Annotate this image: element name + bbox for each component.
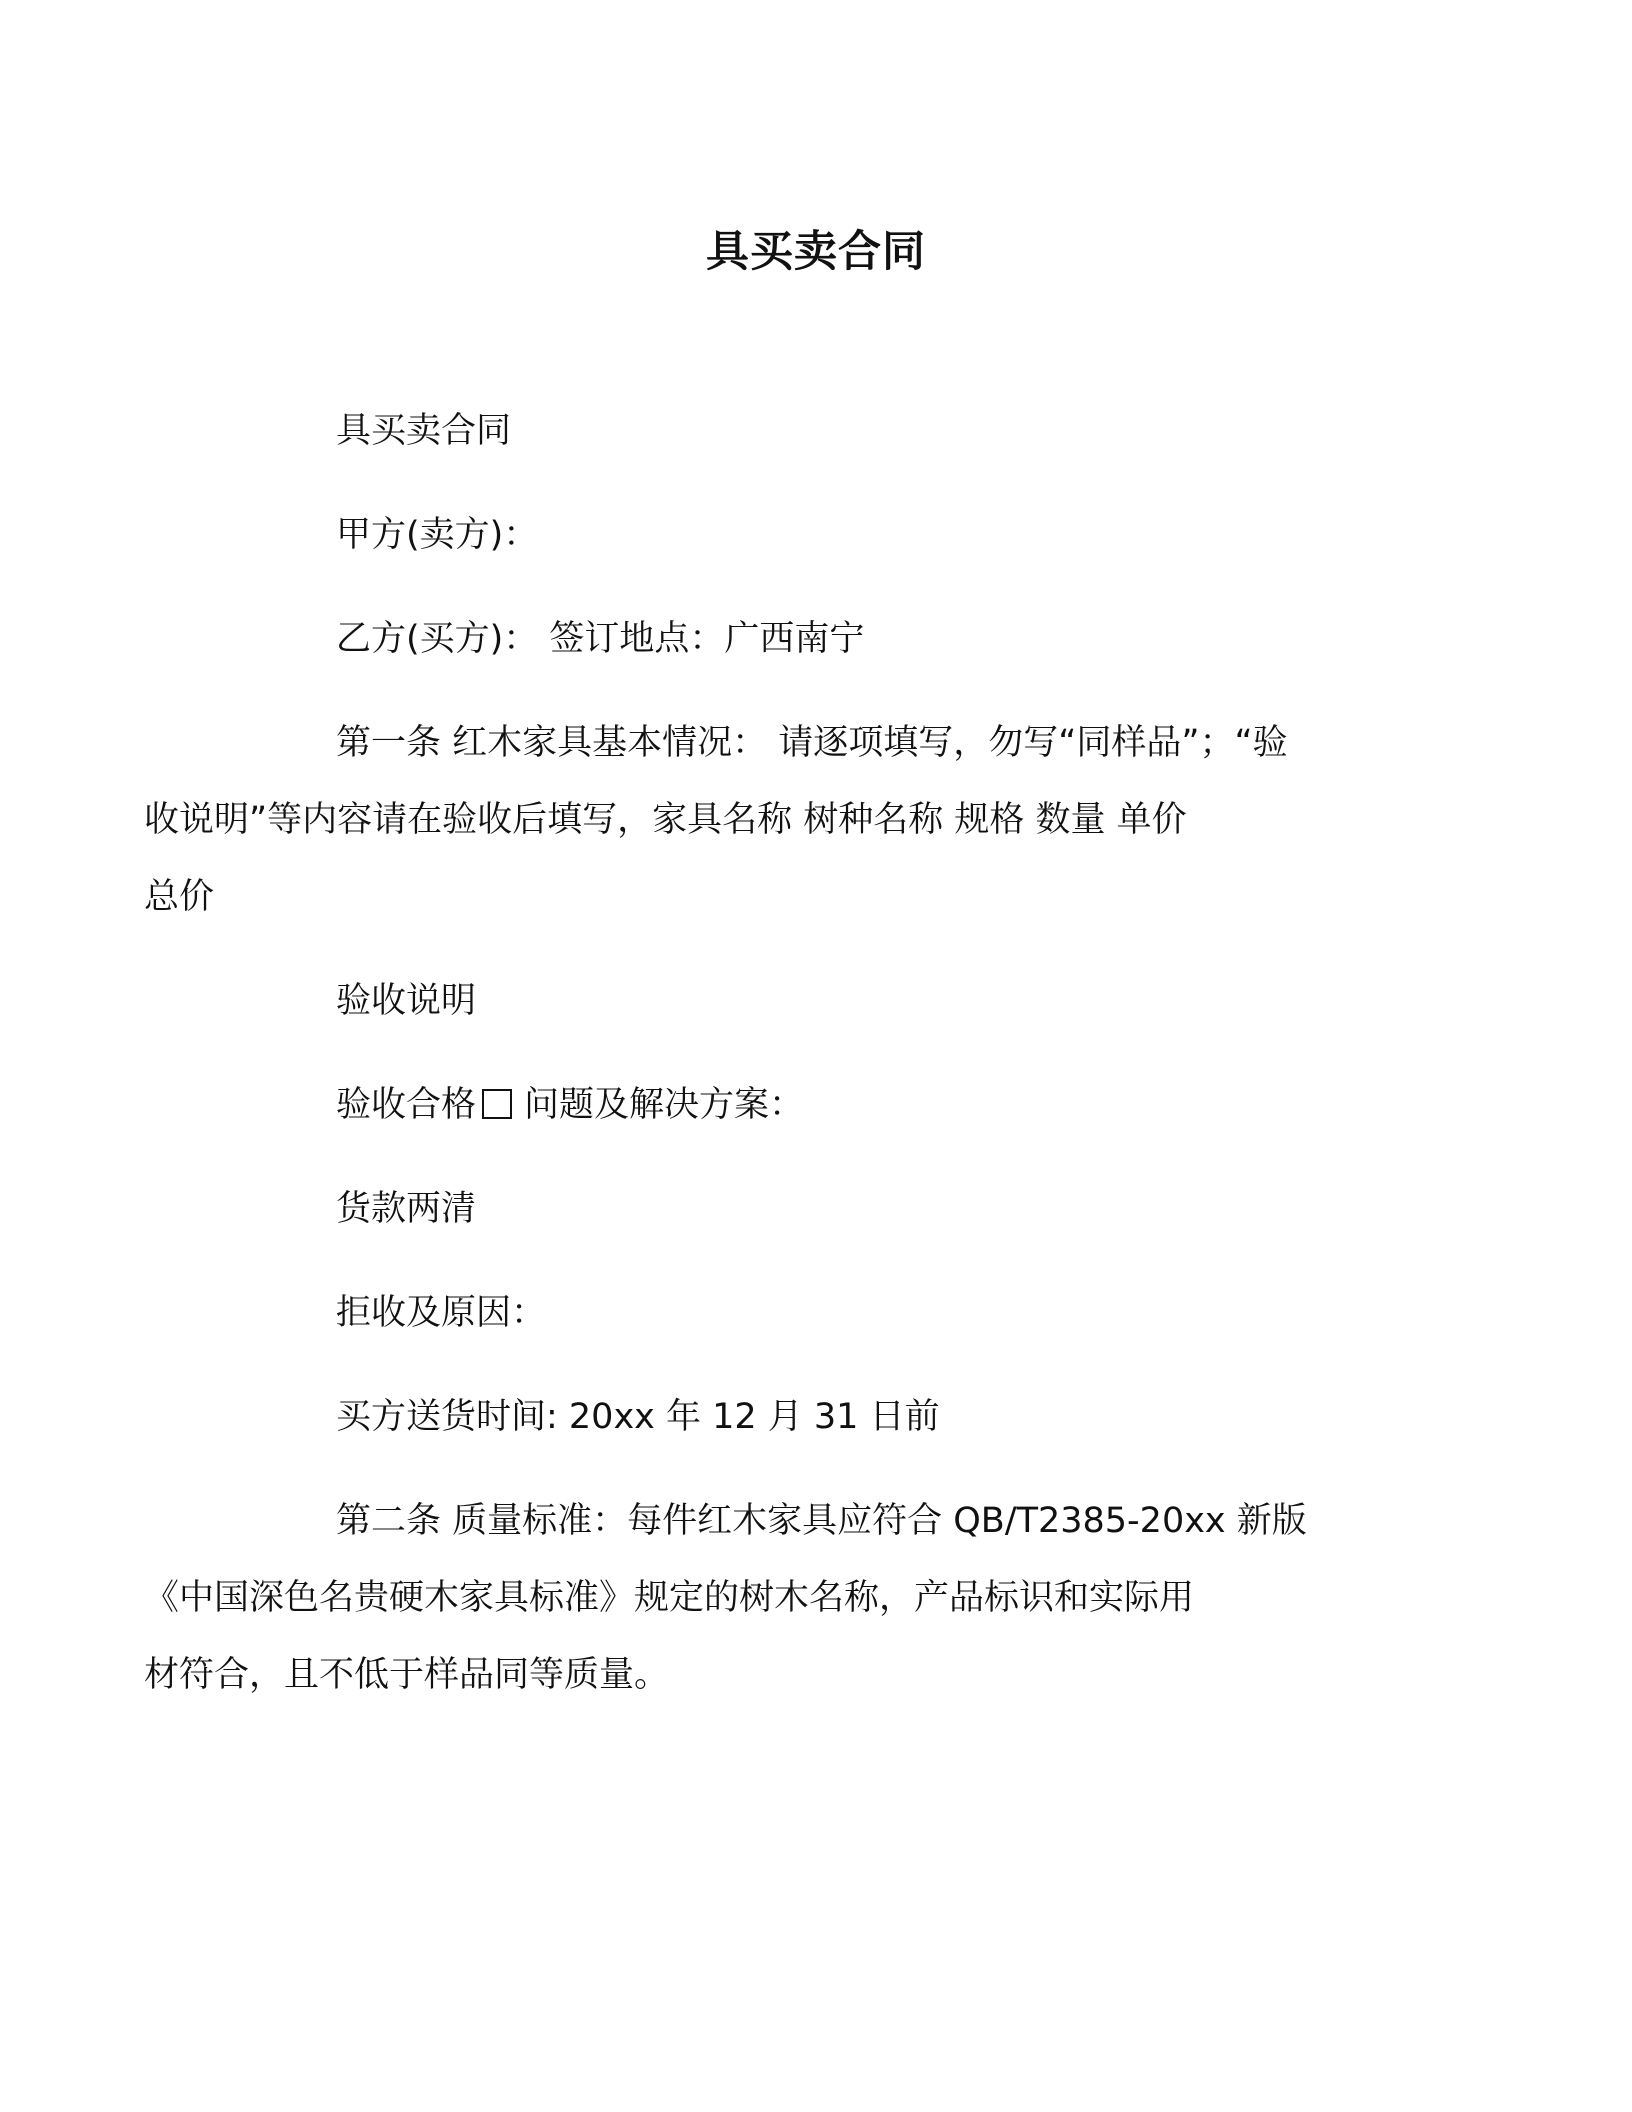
paragraph-article-two: [144, 1483, 1370, 1714]
paragraph-payment-settled: 货款两清: [336, 1189, 477, 1229]
issues-solutions-label: 问题及解决方案：: [524, 1085, 805, 1125]
paragraph-article-one: [144, 705, 1370, 936]
article-one-line-1: 第一条 红木家具基本情况： 请逐项填写，勿写“同样品”；“验: [336, 723, 1288, 763]
paragraph-party-a: 甲方(卖方)：: [336, 515, 539, 555]
article-two-line-1: 第二条 质量标准：每件红木家具应符合 QB/T2385-20xx 新版: [336, 1501, 1307, 1541]
article-two-line-3: 材符合，且不低于样品同等质量。: [144, 1655, 670, 1695]
article-one-line-2: 收说明”等内容请在验收后填写，家具名称 树种名称 规格 数量 单价: [144, 800, 1187, 840]
paragraph-acceptance-notes: 验收说明: [336, 981, 477, 1021]
acceptance-checkbox[interactable]: [482, 1089, 512, 1119]
paragraph-heading: 具买卖合同: [336, 411, 512, 451]
document-title: 具买卖合同: [706, 227, 926, 277]
article-two-line-2: 《中国深色名贵硬木家具标准》规定的树木名称，产品标识和实际用: [144, 1578, 1195, 1618]
paragraph-party-b: 乙方(买方)： 签订地点：广西南宁: [336, 619, 865, 659]
article-one-line-3: 总价: [144, 877, 215, 917]
paragraph-rejection-reason: 拒收及原因：: [336, 1293, 547, 1333]
paragraph-acceptance-status: [240, 1067, 1370, 1144]
paragraph-delivery-time: 买方送货时间: 20xx 年 12 月 31 日前: [336, 1397, 940, 1437]
acceptance-passed-label: 验收合格: [336, 1085, 477, 1125]
document-body: [144, 393, 1370, 1741]
